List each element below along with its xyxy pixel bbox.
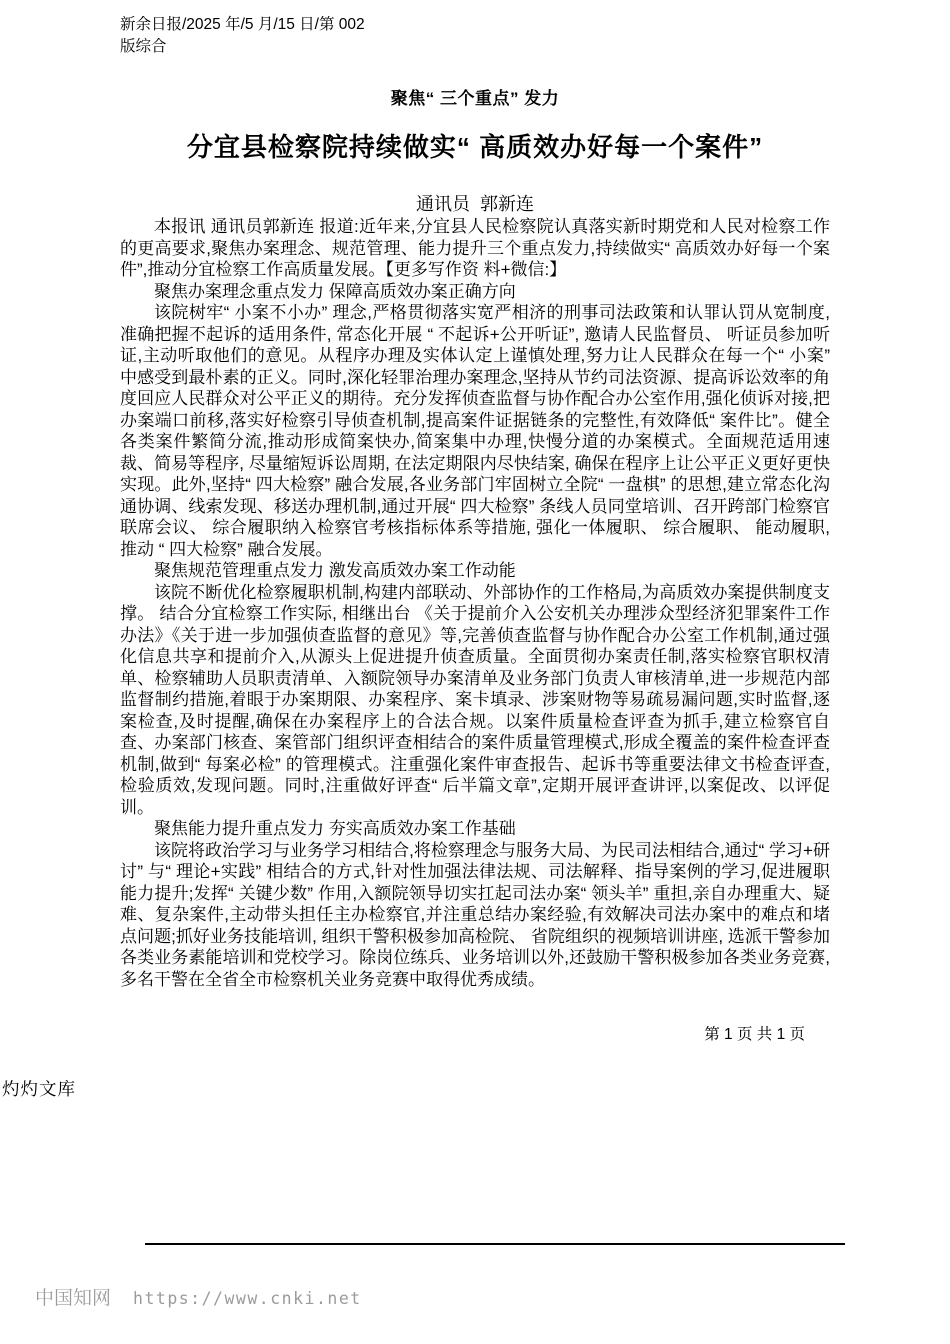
- page-number: 第 1 页 共 1 页: [704, 1026, 805, 1043]
- article-title: 分宜县检察院持续做实“ 高质效办好每一个案件”: [186, 132, 764, 162]
- section-body-2: 该院不断优化检察履职机制,构建内部联动、外部协作的工作格局,为高质效办案提供制度支撑。 结合分宜检察工作实际, 相继出台 《关于提前介入公安机关办理涉众型经济犯罪案件工作办法》《关于进一步加强侦查监督的意见》等,完善侦查监督与协作配合办公室工作机制,通过强化信息共享和提前介入,从源头上促进提升侦查质量。全面贯彻办案责任制,落实检察官职权清单、检察辅助人员职责清单、入额院领导办案清单及业务部门负责人审核清单,进一步规范内部监督制约措施,着眼于办案期限、办案程序、案卡填录、涉案财物等易疏易漏问题,实时监督,逐案检查,及时提醒,确保在办案程序上的合法合规。以案件质量检查评查为抓手,建立检察官自查、办案部门核查、案管部门组织评查相结合的案件质量管理模式,形成全覆盖的案件检查评查机制,做到“ 每案必检” 的管理模式。注重强化案件审查报告、起诉书等重要法律文书检查评查,检验质效,发现问题。同时,注重做好评查“ 后半篇文章”,定期开展评查讲评,以案促改、以评促训。: [120, 582, 830, 817]
- article-body: [120, 216, 830, 990]
- cnki-url: https://www.cnki.net: [133, 1289, 362, 1308]
- section-body-3: 该院将政治学习与业务学习相结合,将检察理念与服务大局、为民司法相结合,通过“ 学习+研讨” 与“ 理论+实践” 相结合的方式,针对性加强法律法规、司法解释、指导案例的学习,促进履职能力提升;发挥“ 关键少数” 作用,入额院领导切实扛起司法办案“ 领头羊” 重担,亲自办理重大、疑难、复杂案件,主动带头担任主办检察官,并注重总结办案经验,有效解决司法办案中的难点和堵点问题;抓好业务技能培训, 组织干警积极参加高检院、 省院组织的视频培训讲座, 选派干警参加各类业务素能培训和党校学习。除岗位练兵、业务培训以外,还鼓励干警积极参加各类业务竞赛,多名干警在全省全市检察机关业务竞赛中取得优秀成绩。: [120, 840, 830, 989]
- source-header-line1: 新余日报/2025 年/5 月/15 日/第 002: [120, 16, 365, 33]
- cnki-brand-label: 中国知网: [35, 1288, 112, 1309]
- section-heading-2: 聚焦规范管理重点发力 激发高质效办案工作动能: [154, 561, 516, 580]
- source-header-line2: 版综合: [120, 38, 167, 55]
- footer-divider: [145, 1243, 845, 1245]
- newspaper-source-header: [120, 14, 420, 58]
- section-heading-1: 聚焦办案理念重点发力 保障高质效办案正确方向: [154, 281, 516, 301]
- intro-paragraph: 本报讯 通讯员郭新连 报道:近年来,分宜县人民检察院认真落实新时期党和人民对检察工作的更高要求,聚焦办案理念、规范管理、能力提升三个重点发力,持续做实“ 高质效办好每一个案件”,推动分宜检察工作高质量发展。【更多写作资 料+微信:】: [120, 217, 830, 279]
- section-heading-3: 聚焦能力提升重点发力 夯实高质效办案工作基础: [154, 819, 516, 838]
- cnki-footer: [35, 1283, 362, 1310]
- section-body-1: 该院树牢“ 小案不小办” 理念,严格贯彻落实宽严相济的刑事司法政策和认罪认罚从宽制度,准确把握不起诉的适用条件, 常态化开展 “ 不起诉+公开听证”, 邀请人民监督员、 听证员参加听证,主动听取他们的意见。从程序办理及实体认定上谨慎处理,努力让人民群众在每一个“ 小案” 中感受到最朴素的正义。同时,深化轻罪治理办案理念,坚持从节约司法资源、提高诉讼效率的角度回应人民群众对公平正义的期待。充分发挥侦查监督与协作配合办公室作用,强化侦诉对接,把办案端口前移,落实好检察引导侦查机制,提高案件证据链条的完整性,有效降低“ 案件比”。健全各类案件繁简分流,推动形成简案快办,简案集中办理,快慢分道的办案模式。全面规范适用速裁、简易等程序, 尽量缩短诉讼周期, 在法定期限内尽快结案, 确保在程序上让公平正义更好更快实现。此外,坚持“ 四大检察” 融合发展,各业务部门牢固树立全院“ 一盘棋” 的思想,建立常态化沟通协调、线索发现、移送办理机制,通过开展“ 四大检察” 条线人员同堂培训、召开跨部门检察官联席会议、 综合履职纳入检察官考核指标体系等措施, 强化一体履职、 综合履职、 能动履职, 推动 “ 四大检察” 融合发展。: [120, 303, 830, 559]
- article-byline: 通讯员 郭新连: [415, 194, 534, 214]
- article-kicker: 聚焦“ 三个重点” 发力: [390, 89, 560, 108]
- watermark-label: 灼灼文库: [2, 1079, 76, 1099]
